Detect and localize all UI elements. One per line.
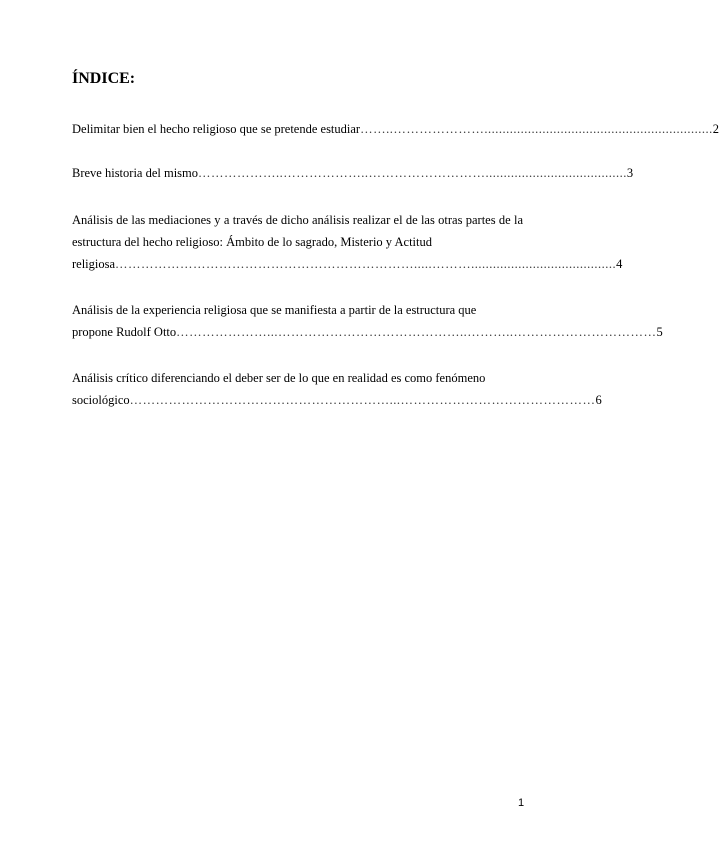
toc-entry[interactable]	[72, 118, 719, 140]
toc-entry-text: Análisis crítico diferenciando el deber ser de lo que en realidad es como fenómeno	[72, 371, 486, 385]
toc-entry-label: propone Rudolf Otto	[72, 325, 177, 339]
toc-entry-page: 4	[616, 257, 623, 271]
toc-entry-page: 3	[626, 166, 634, 180]
toc-entry-text: Análisis de las mediaciones y a través de dicho análisis realizar el de las otras partes de la estructura del hecho religioso: Ámbito de lo sagrado, Misterio y Actitud	[72, 213, 523, 249]
toc-entry-page: 6	[595, 393, 602, 407]
page-number: 1	[518, 797, 525, 809]
toc-leader-dots: …………………...……………………………………..………..……………………………	[176, 325, 657, 339]
toc-entry-label: Delimitar bien el hecho religioso que se pretende estudiar	[72, 122, 361, 136]
toc-leader-dots: …………………………………………………………….....………........................................	[115, 257, 617, 271]
index-title: ÍNDICE:	[72, 70, 136, 87]
toc-leader-dots: ………………..………………..……………………….......................................	[198, 166, 627, 180]
toc-leader-dots: ……..…………………...............................................................	[360, 122, 713, 136]
toc-entry-label: Breve historia del mismo	[72, 166, 199, 180]
toc-entry-text: Análisis de la experiencia religiosa que se manifiesta a partir de la estructura que	[72, 303, 477, 317]
toc-entry-page: 5	[656, 325, 663, 339]
toc-entry-label: sociológico	[72, 393, 130, 407]
toc-entry[interactable]	[72, 299, 663, 343]
toc-entry-label: religiosa	[72, 257, 116, 271]
toc-entry[interactable]	[72, 209, 623, 275]
toc-leader-dots: ……………………………………………………...………………………………………	[129, 393, 596, 407]
toc-entry-page: 2	[712, 122, 719, 136]
toc-entry[interactable]	[72, 367, 602, 411]
toc-entry[interactable]	[72, 162, 634, 184]
